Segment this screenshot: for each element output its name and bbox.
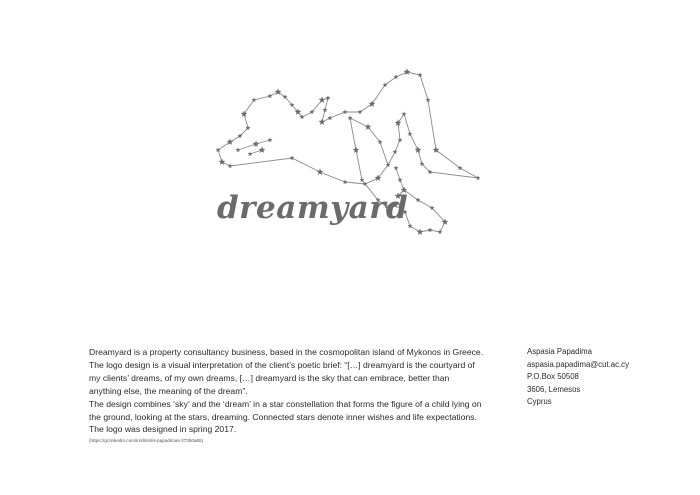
star-icon: [404, 68, 411, 75]
star-icon: [383, 82, 388, 87]
contact-city: 3606, Lemesos: [527, 384, 581, 394]
star-icon: [268, 137, 273, 142]
star-icon: [398, 177, 403, 182]
source-link[interactable]: (https://gr.linkedin.com/in/dimitris-papadimas-373b0a65): [89, 438, 204, 443]
star-icon: [219, 158, 226, 165]
star-icon: [248, 151, 253, 156]
project-description: [89, 346, 484, 436]
contact-name: Aspasia Papadima: [527, 347, 593, 356]
star-icon: [393, 149, 398, 154]
star-icon: [319, 118, 326, 125]
star-icon: [268, 93, 273, 98]
star-icon: [343, 109, 348, 114]
star-icon: [290, 155, 295, 160]
contact-country: Cyprus: [527, 397, 552, 407]
contact-block: [527, 346, 677, 409]
star-icon: [358, 109, 363, 114]
star-icon: [398, 137, 403, 142]
star-icon: [236, 147, 241, 152]
star-icon: [228, 163, 233, 168]
star-icon: [259, 146, 266, 153]
star-icon: [365, 123, 372, 130]
logo-wordmark: dreamyard: [217, 190, 409, 226]
star-icon: [317, 168, 324, 175]
description-paragraph: Dreamyard is a property consultancy business, based in the cosmopolitan island of Mykonos in Greece. The logo design is a visual interpretation of the client’s poetic brief: “[…] dreamyard is the courtyard of my clients’ dreams, of my own dreams, […] dreamyard is the sky that can embrace, better than anything else, the meaning of the dream”.: [89, 347, 484, 396]
star-icon: [328, 115, 333, 120]
star-icon: [360, 177, 365, 182]
star-icon: [319, 96, 326, 103]
contact-email[interactable]: aspasia.papadima@cut.ac.cy: [527, 359, 629, 369]
star-icon: [253, 140, 260, 147]
star-icon: [438, 229, 443, 234]
star-icon: [417, 228, 424, 235]
star-icon: [343, 179, 348, 184]
star-icon: [252, 97, 257, 102]
star-icon: [428, 227, 433, 232]
star-icon: [476, 175, 481, 180]
description-paragraph: The design combines ‘sky’ and the ‘dream’ in a star constellation that forms the figure of a child lying on the ground, looking at the stars, dreaming. Connected stars denote inner wishes and life expectations. The logo was designed in spring 2017.: [89, 398, 482, 435]
contact-po-box: P.O.Box 50508: [527, 372, 579, 382]
star-icon: [415, 146, 422, 153]
star-icon: [408, 131, 413, 136]
star-icon: [386, 162, 391, 167]
